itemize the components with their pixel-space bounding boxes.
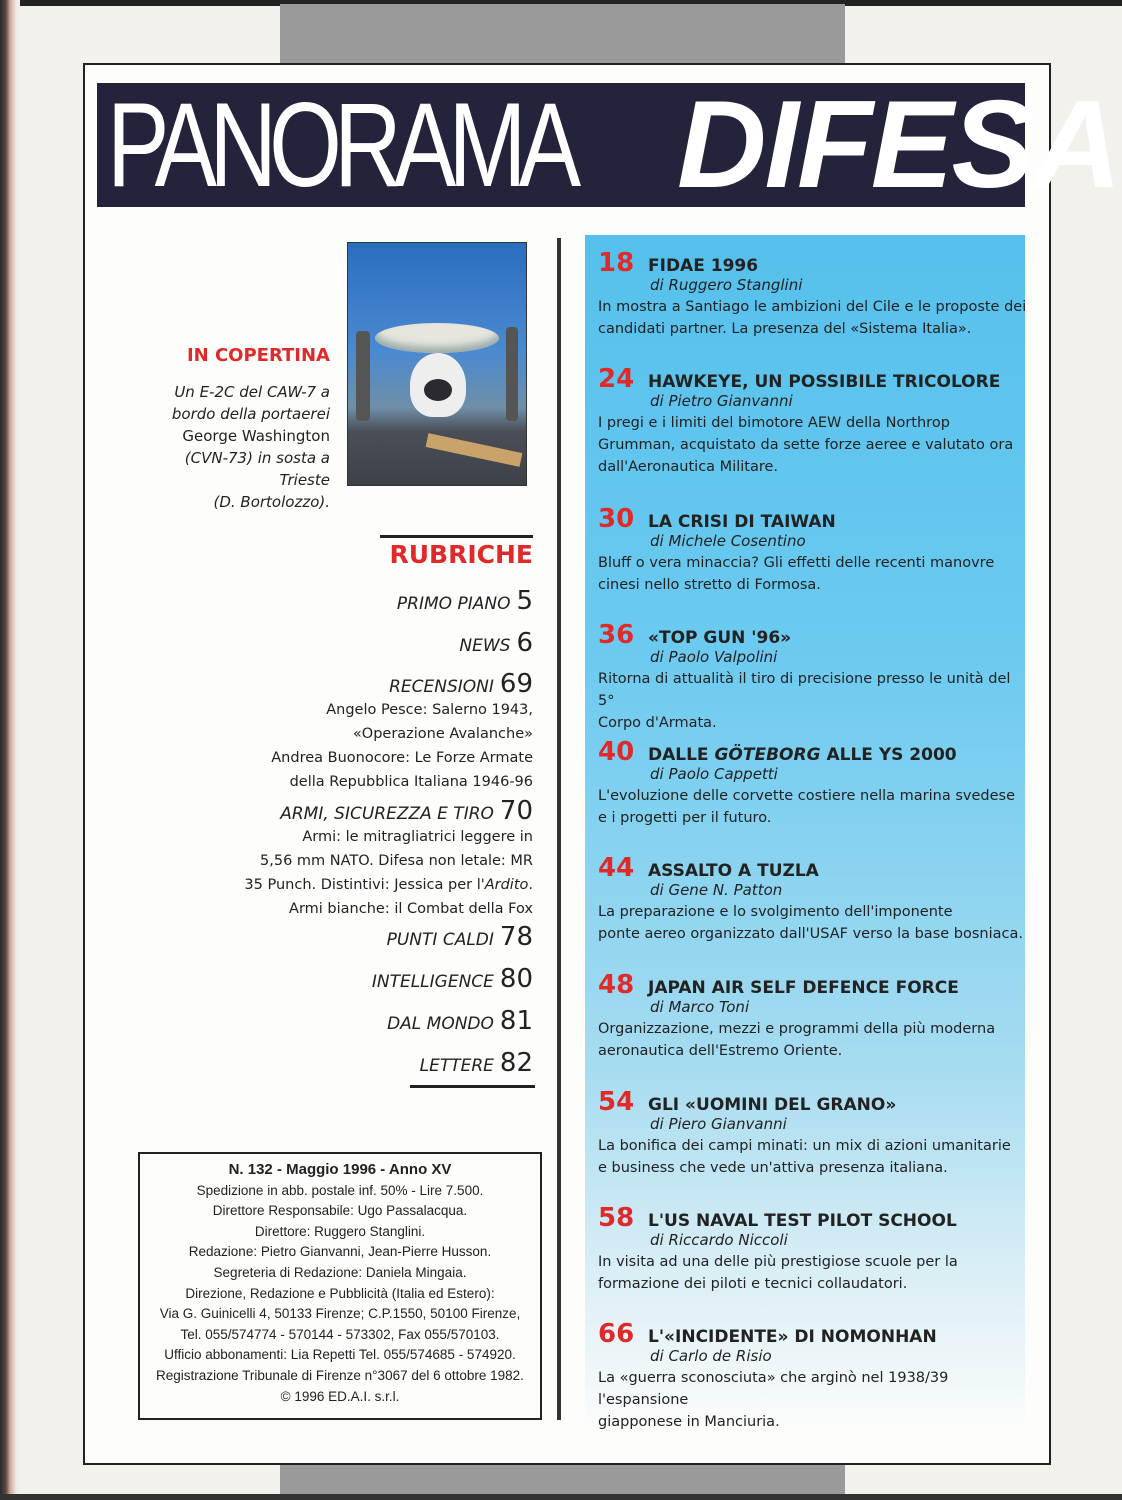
background-gray-top: [280, 4, 845, 66]
desc-line: Corpo d'Armata.: [598, 715, 717, 731]
rubrica-label: PRIMO PIANO: [396, 594, 511, 614]
rubrica-item[interactable]: [420, 1048, 533, 1078]
article-desc: [598, 296, 1028, 340]
article-page: 36: [598, 620, 635, 650]
colophon-line: Redazione: Pietro Gianvanni, Jean-Pierre Husson.: [188, 1244, 492, 1260]
article-desc: [598, 1367, 1028, 1433]
article-author: di Michele Cosentino: [650, 532, 806, 550]
article-title: L'«INCIDENTE» DI NOMONHAN: [648, 1327, 937, 1347]
rubrica-label: NEWS: [459, 636, 511, 656]
article-title: JAPAN AIR SELF DEFENCE FORCE: [648, 978, 959, 998]
caption-line: (CVN-73) in sosta a Trieste: [184, 449, 330, 489]
cover-heading: IN COPERTINA: [186, 345, 330, 366]
desc-text: .: [528, 877, 533, 893]
article-page: 18: [598, 248, 635, 278]
colophon-box: [138, 1152, 542, 1420]
cover-caption: [130, 381, 330, 513]
caption-line: bordo della portaerei: [171, 405, 330, 423]
desc-text: 35 Punch. Distintivi: Jessica per l': [244, 877, 485, 893]
desc-line: I pregi e i limiti del bimotore AEW della Northrop: [598, 415, 950, 431]
article-entry[interactable]: [598, 248, 1028, 340]
desc-line: La bonifica dei campi minati: un mix di azioni umanitarie: [598, 1138, 1011, 1154]
article-page: 44: [598, 853, 635, 883]
article-title: [648, 745, 957, 765]
rubrica-label: RECENSIONI: [389, 677, 494, 697]
article-title: ASSALTO A TUZLA: [648, 861, 819, 881]
article-title: GLI «UOMINI DEL GRANO»: [648, 1095, 897, 1115]
aircraft-photo-icon: [347, 242, 527, 486]
rubrica-item[interactable]: [387, 1006, 533, 1036]
rubrica-page: 81: [499, 1006, 533, 1036]
rubrica-label: LETTERE: [419, 1056, 494, 1076]
desc-line: Bluff o vera minaccia? Gli effetti delle recenti manovre: [598, 555, 995, 571]
colophon-line: Segreteria di Redazione: Daniela Mingaia.: [213, 1264, 467, 1280]
desc-line: 5,56 mm NATO. Difesa non letale: MR: [260, 853, 533, 869]
article-author: di Riccardo Niccoli: [650, 1231, 788, 1249]
rubrica-item[interactable]: [459, 628, 533, 658]
rubrica-page: 70: [499, 796, 533, 826]
article-desc: [598, 1018, 1028, 1062]
article-desc: [598, 785, 1028, 829]
rubrica-label: PUNTI CALDI: [386, 930, 494, 950]
desc-line: «Operazione Avalanche»: [352, 726, 533, 742]
rubrica-description: [271, 698, 533, 794]
article-page: 58: [598, 1203, 635, 1233]
divider: [380, 535, 533, 538]
article-page: 40: [598, 737, 635, 767]
rubrica-item[interactable]: [397, 586, 533, 616]
rubrica-item[interactable]: [280, 796, 533, 826]
rubrica-item[interactable]: [389, 669, 533, 699]
article-author: di Gene N. Patton: [650, 881, 783, 899]
masthead-panorama: PANORAMA: [107, 78, 574, 212]
rubrica-page: 5: [516, 586, 533, 616]
desc-line: dall'Aeronautica Militare.: [598, 459, 779, 475]
title-part-italic: GÖTEBORG: [714, 745, 821, 765]
rubrica-item[interactable]: [387, 922, 533, 952]
magazine-spine: [0, 0, 20, 1500]
article-page: 66: [598, 1319, 635, 1349]
article-entry[interactable]: [598, 1203, 1028, 1295]
rubrica-page: 80: [499, 964, 533, 994]
article-entry[interactable]: [598, 1087, 1028, 1179]
rubrica-page: 6: [516, 628, 533, 658]
article-desc: [598, 1135, 1028, 1179]
article-desc: [598, 1251, 1028, 1295]
article-title: LA CRISI DI TAIWAN: [648, 512, 836, 532]
article-page: 24: [598, 364, 635, 394]
article-desc: [598, 552, 1028, 596]
scan-edge-bottom: [0, 1494, 1122, 1500]
article-title: «TOP GUN '96»: [648, 628, 792, 648]
article-desc: [598, 901, 1028, 945]
desc-line: della Repubblica Italiana 1946-96: [289, 774, 533, 790]
article-page: 30: [598, 504, 635, 534]
desc-line: giapponese in Manciuria.: [598, 1414, 780, 1430]
article-entry[interactable]: [598, 620, 1028, 734]
desc-line: L'evoluzione delle corvette costiere nella marina svedese: [598, 788, 1016, 804]
aircraft-nose: [424, 379, 452, 401]
propeller-right: [506, 327, 518, 421]
article-page: 54: [598, 1087, 635, 1117]
article-entry[interactable]: [598, 364, 1028, 478]
desc-line: Armi: le mitragliatrici leggere in: [302, 829, 533, 845]
rubrica-item[interactable]: [372, 964, 533, 994]
article-entry[interactable]: [598, 504, 1028, 596]
colophon-line: Ufficio abbonamenti: Lia Repetti Tel. 055/574685 - 574920.: [164, 1347, 516, 1363]
rubriche-heading: RUBRICHE: [389, 540, 533, 569]
desc-line: Organizzazione, mezzi e programmi della più moderna: [598, 1021, 996, 1037]
colophon-line: Tel. 055/574774 - 570144 - 573302, Fax 055/570103.: [180, 1326, 500, 1342]
desc-line: In mostra a Santiago le ambizioni del Cile e le proposte dei: [598, 299, 1027, 315]
propeller-left: [356, 331, 370, 421]
desc-line: La «guerra sconosciuta» che arginò nel 1938/39 l'espansione: [598, 1370, 949, 1408]
article-author: di Paolo Cappetti: [650, 765, 778, 783]
article-title: HAWKEYE, UN POSSIBILE TRICOLORE: [648, 372, 1001, 392]
desc-line: e i progetti per il futuro.: [598, 810, 772, 826]
article-entry[interactable]: [598, 853, 1028, 945]
article-author: di Piero Gianvanni: [650, 1115, 787, 1133]
article-title: L'US NAVAL TEST PILOT SCHOOL: [648, 1211, 957, 1231]
desc-line: formazione dei piloti e tecnici collaudatori.: [598, 1276, 908, 1292]
divider: [410, 1085, 535, 1088]
article-author: di Carlo de Risio: [650, 1347, 772, 1365]
rubrica-label: ARMI, SICUREZZA E TIRO: [280, 804, 494, 824]
rubrica-label: DAL MONDO: [387, 1014, 494, 1034]
article-author: di Pietro Gianvanni: [650, 392, 793, 410]
desc-line: aeronautica dell'Estremo Oriente.: [598, 1043, 843, 1059]
article-author: di Paolo Valpolini: [650, 648, 778, 666]
desc-line: Ritorna di attualità il tiro di precisione presso le unità del 5°: [598, 671, 1011, 709]
caption-line: George Washington: [182, 427, 330, 445]
desc-line: Andrea Buonocore: Le Forze Armate: [271, 750, 533, 766]
desc-line: ponte aereo organizzato dall'USAF verso la base bosniaca.: [598, 926, 1023, 942]
desc-line: [244, 873, 533, 897]
colophon-line: Via G. Guinicelli 4, 50133 Firenze; C.P.1550, 50100 Firenze,: [159, 1306, 521, 1322]
desc-line: cinesi nello stretto di Formosa.: [598, 577, 821, 593]
issue-info: N. 132 - Maggio 1996 - Anno XV: [228, 1161, 452, 1178]
title-part: DALLE: [648, 745, 715, 765]
background-gray-bottom: [280, 1465, 845, 1495]
desc-line: e business che vede un'attiva presenza italiana.: [598, 1160, 948, 1176]
colophon-line: Direttore Responsabile: Ugo Passalacqua.: [212, 1203, 468, 1219]
rubrica-page: 82: [499, 1048, 533, 1078]
colophon-line: © 1996 ED.A.I. s.r.l.: [280, 1388, 400, 1404]
article-entry[interactable]: [598, 737, 1028, 829]
article-entry[interactable]: [598, 1319, 1028, 1433]
caption-line: Un E-2C del CAW-7 a: [174, 383, 330, 401]
radar-dish: [375, 323, 499, 353]
caption-line: (D. Bortolozzo).: [213, 493, 330, 511]
desc-line: In visita ad una delle più prestigiose scuole per la: [598, 1254, 958, 1270]
article-title: FIDAE 1996: [648, 256, 759, 276]
desc-line: La preparazione e lo svolgimento dell'imponente: [598, 904, 953, 920]
masthead-difesa: DIFESA: [677, 76, 1120, 214]
desc-italic: Ardito: [484, 877, 529, 893]
colophon-line: Spedizione in abb. postale inf. 50% - Lire 7.500.: [196, 1182, 484, 1198]
desc-line: Grumman, acquistato da sette forze aeree e valutato ora: [598, 437, 1014, 453]
article-desc: [598, 412, 1028, 478]
masthead: [97, 76, 1120, 214]
rubrica-label: INTELLIGENCE: [371, 972, 494, 992]
desc-line: Armi bianche: il Combat della Fox: [289, 901, 533, 917]
rubrica-page: 69: [499, 669, 533, 699]
article-page: 48: [598, 970, 635, 1000]
article-desc: [598, 668, 1028, 734]
colophon-line: Registrazione Tribunale di Firenze n°3067 del 6 ottobre 1982.: [156, 1367, 524, 1383]
tow-bar: [426, 433, 523, 467]
desc-line: Angelo Pesce: Salerno 1943,: [326, 702, 533, 718]
article-author: di Marco Toni: [650, 998, 750, 1016]
title-part: ALLE YS 2000: [820, 745, 957, 765]
colophon-line: Direttore: Ruggero Stanglini.: [254, 1223, 426, 1239]
rubrica-description: [244, 825, 533, 921]
article-entry[interactable]: [598, 970, 1028, 1062]
colophon-line: Direzione, Redazione e Pubblicità (Italia ed Estero):: [185, 1285, 495, 1301]
rubrica-page: 78: [499, 922, 533, 952]
desc-line: candidati partner. La presenza del «Sistema Italia».: [598, 321, 972, 337]
article-author: di Ruggero Stanglini: [650, 276, 803, 294]
column-divider: [557, 238, 561, 1420]
